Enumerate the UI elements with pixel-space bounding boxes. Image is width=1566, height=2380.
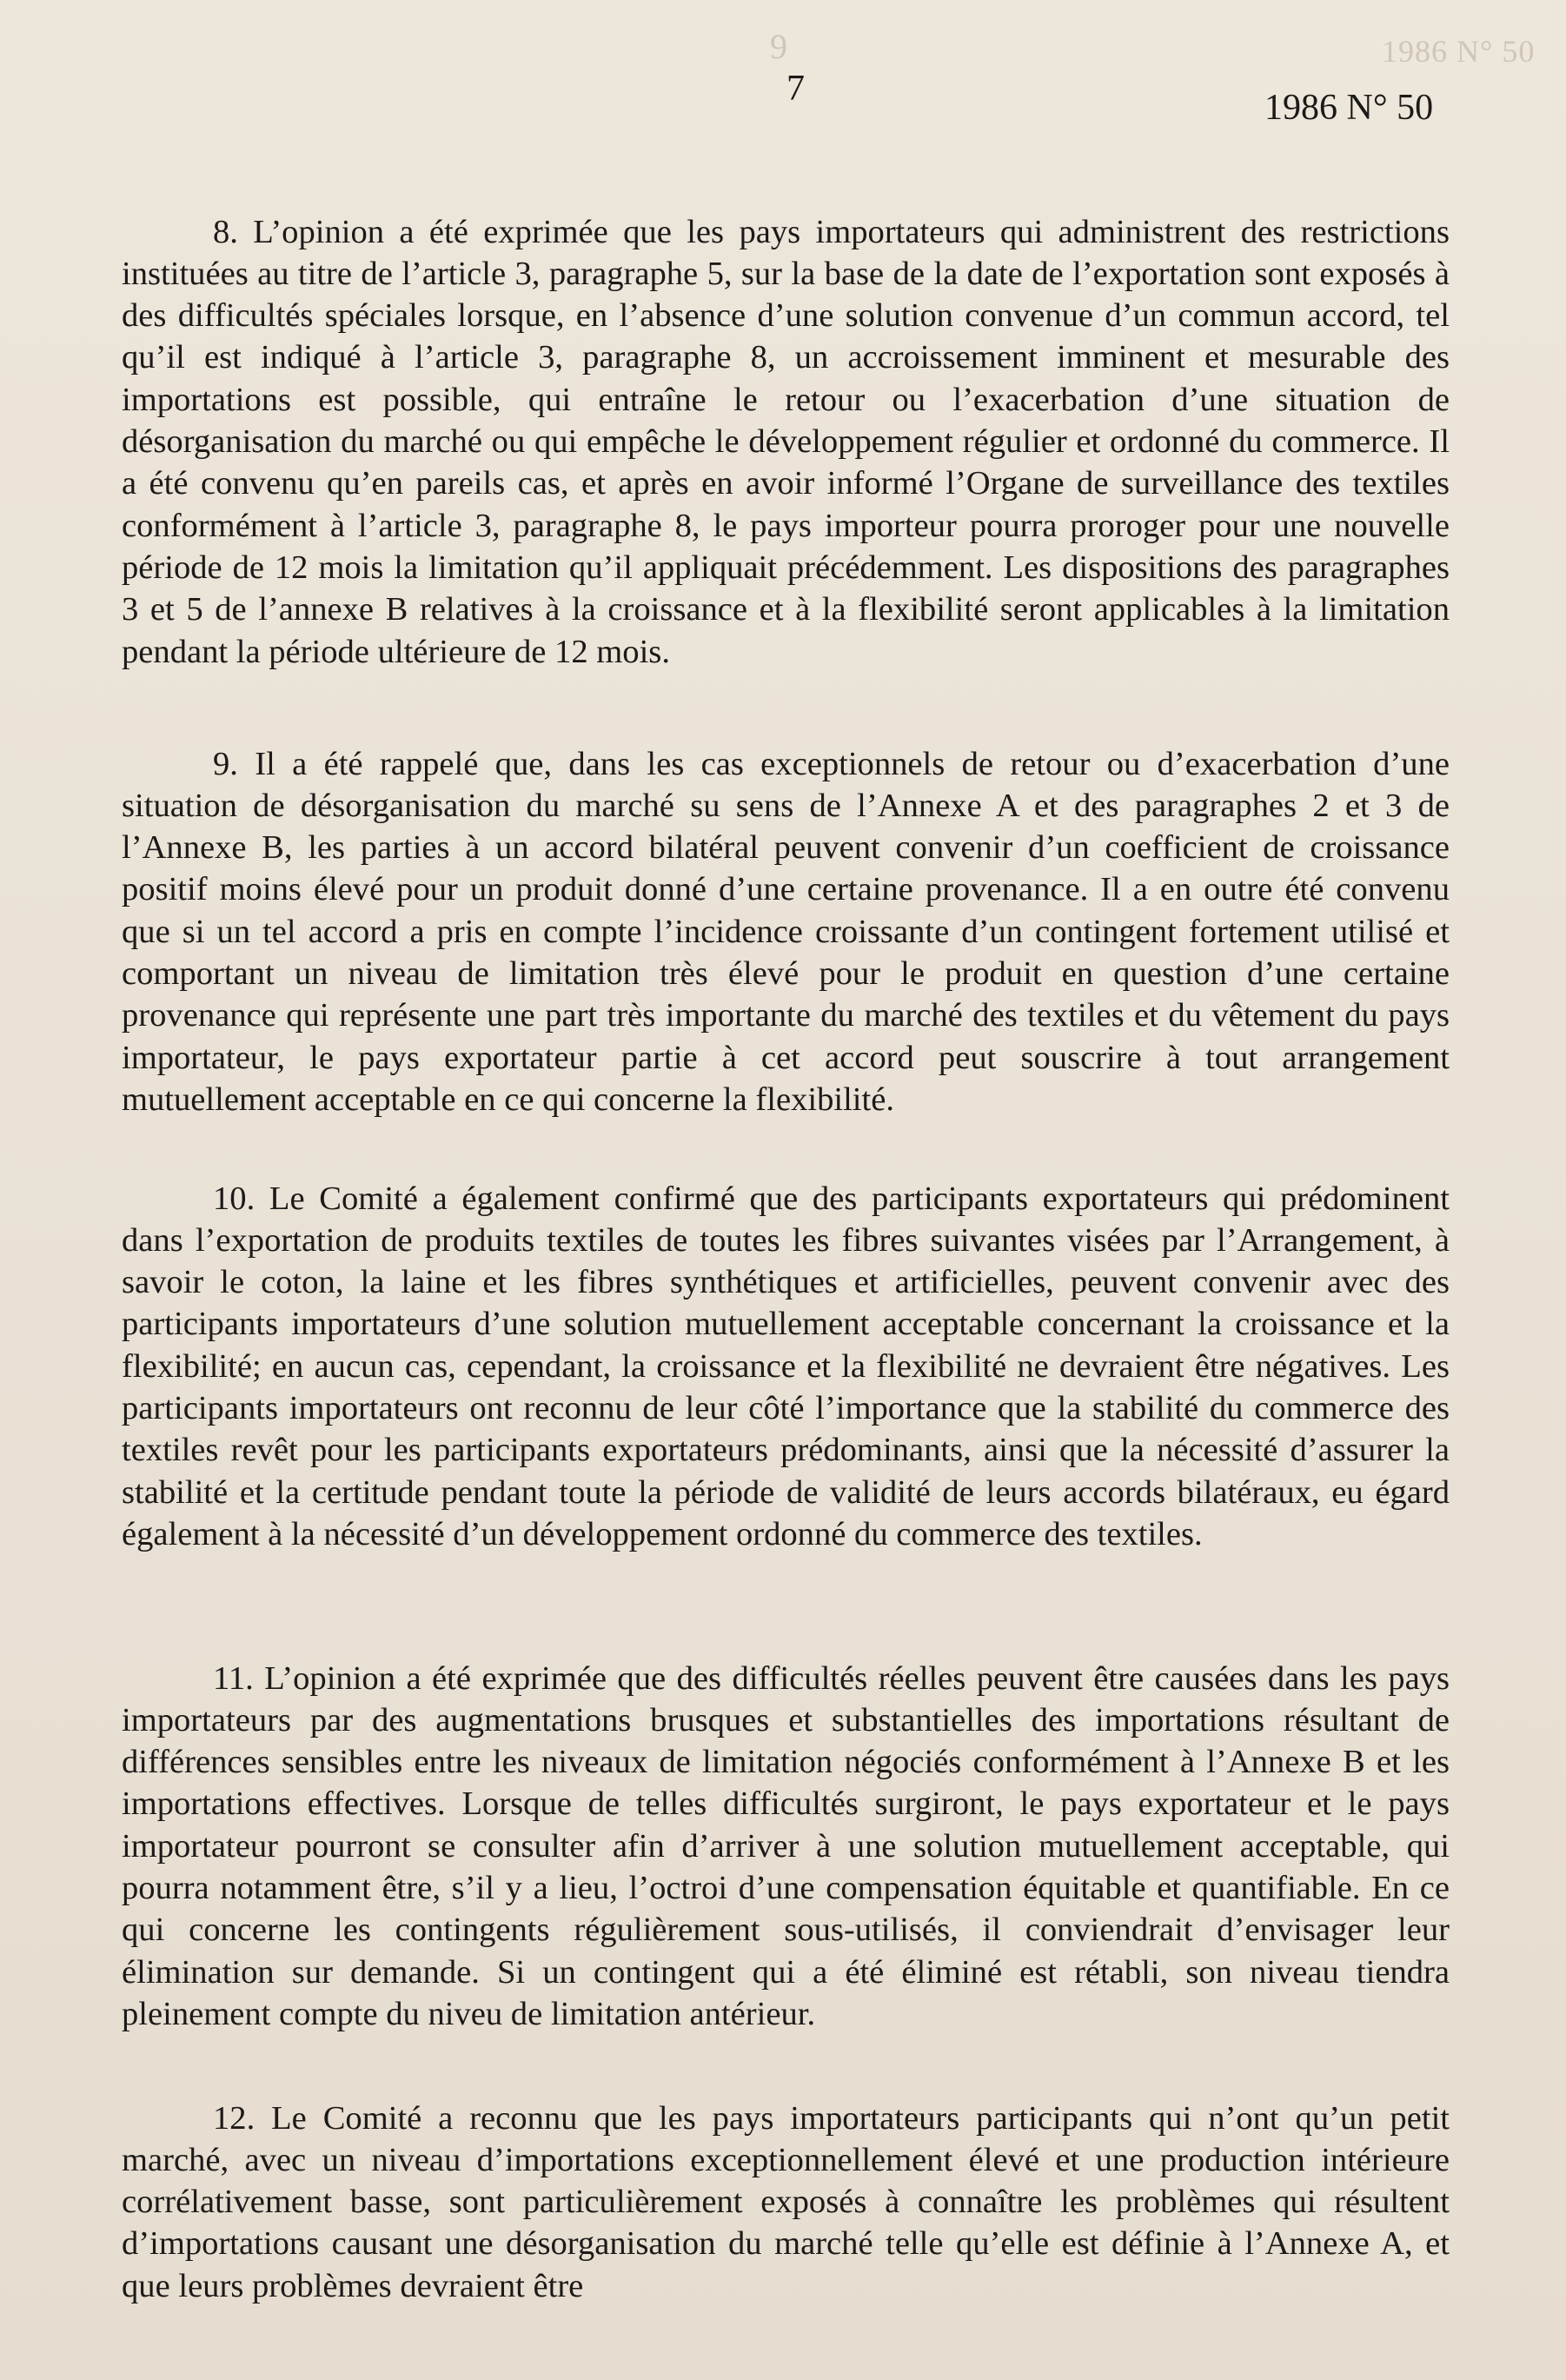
issue-reference: 1986 N° 50 [1264, 88, 1434, 128]
paragraph-12: 12. Le Comité a reconnu que les pays importateurs participants qui n’ont qu’un petit marché, avec un niveau d’importations exceptionnellement élevé et une production intérieure corrélativement basse, sont particulièrement exposés à connaître les problèmes qui résultent d’importations causant une désorganisation du marché telle qu’elle est définie à l’Annexe A, et que leurs problèmes devraient être [122, 2099, 1450, 2304]
show-through-issue-ref: 1986 N° 50 [1382, 34, 1536, 69]
page-number: 7 [786, 69, 805, 109]
paragraph-11: 11. L’opinion a été exprimée que des difficultés réelles peuvent être causées dans les pays importateurs par des augmentations brusques et substantielles des importations résultant de différences sensibles entre les niveaux de limitation négociés conformément à l’Annexe B et les importations effectives. Lorsque de telles difficultés surgiront, le pays exportateur et le pays importateur pourront se consulter afin d’arriver à une solution mutuellement acceptable, qui pourra notamment être, s’il y a lieu, l’octroi d’une compensation équitable et quantifiable. En ce qui concerne les contingents régulièrement sous-utilisés, il conviendrait d’envisager leur élimination sur demande. Si un contingent qui a été éliminé est rétabli, son niveau tiendra pleinement compte du niveu de limitation antérieur. [122, 1659, 1450, 2032]
show-through-page-number: 9 [770, 27, 788, 66]
paragraph-8: 8. L’opinion a été exprimée que les pays importateurs qui administrent des restrictions instituées au titre de l’article 3, paragraphe 5, sur la base de la date de l’exportation sont exposés à des difficultés spéciales lorsque, en l’absence d’une solution convenue d’un commun accord, tel qu’il est indiqué à l’article 3, paragraphe 8, un accroissement imminent et mesurable des importations est possible, qui entraîne le retour ou l’exacerbation d’une situation de désorganisation du marché ou qui empêche le développement régulier et ordonné du commerce. Il a été convenu qu’en pareils cas, et après en avoir informé l’Organe de surveillance des textiles conformément à l’article 3, paragraphe 8, le pays importeur pourra proroger pour une nouvelle période de 12 mois la limitation qu’il appliquait précédemment. Les dispositions des paragraphes 3 et 5 de l’annexe B relatives à la croissance et à la flexibilité seront applicables à la limitation pendant la période ultérieure de 12 mois. [122, 213, 1450, 670]
paragraph-10: 10. Le Comité a également confirmé que des participants exportateurs qui prédominent dans l’exportation de produits textiles de toutes les fibres suivantes visées par l’Arrangement, à savoir le coton, la laine et les fibres synthétiques et artificielles, peuvent convenir avec des participants importateurs d’une solution mutuellement acceptable concernant la croissance et la flexibilité; en aucun cas, cependant, la croissance et la flexibilité ne devraient être négatives. Les participants importateurs ont reconnu de leur côté l’importance que la stabilité du commerce des textiles revêt pour les participants exportateurs prédominants, ainsi que la nécessité d’assurer la stabilité et la certitude pendant toute la période de validité de leurs accords bilatéraux, eu égard également à la nécessité d’un développement ordonné du commerce des textiles. [122, 1180, 1450, 1552]
paragraph-9: 9. Il a été rappelé que, dans les cas exceptionnels de retour ou d’exacerbation d’une situation de désorganisation du marché su sens de l’Annexe A et des paragraphes 2 et 3 de l’Annexe B, les parties à un accord bilatéral peuvent convenir d’un coefficient de croissance positif moins élevé pour un produit donné d’une certaine provenance. Il a en outre été convenu que si un tel accord a pris en compte l’incidence croissante d’un contingent fortement utilisé et comportant un niveau de limitation très élevé pour le produit en question d’une certaine provenance qui représente une part très importante du marché des textiles et du vêtement du pays importateur, le pays exportateur partie à cet accord peut souscrire à tout arrangement mutuellement acceptable en ce qui concerne la flexibilité. [122, 745, 1450, 1118]
